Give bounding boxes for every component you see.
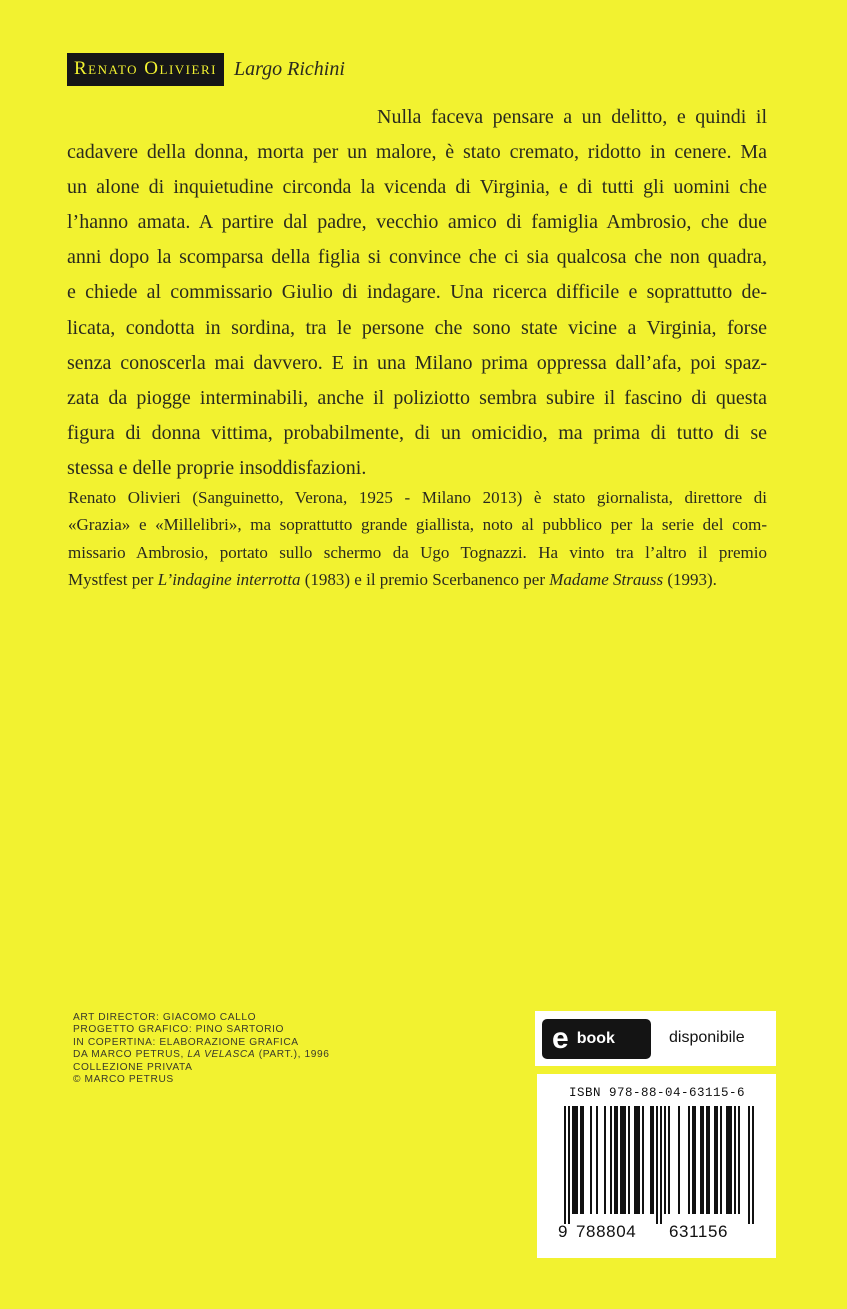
synopsis-line: cadavere della donna, morta per un malore, è stato cremato, ridotto in cenere. Ma bbox=[67, 141, 767, 164]
barcode-bar bbox=[716, 1106, 718, 1214]
barcode-bar bbox=[694, 1106, 696, 1214]
barcode-bar bbox=[678, 1106, 680, 1214]
synopsis-line: zata da piogge interminabili, anche il poliziotto sembra subire il fascino di questa bbox=[67, 386, 767, 409]
barcode-bar bbox=[688, 1106, 690, 1214]
ebook-available-label: disponibile bbox=[669, 1029, 745, 1046]
barcode-bar bbox=[734, 1106, 736, 1214]
barcode-bar bbox=[668, 1106, 670, 1214]
book-title: Largo Richini bbox=[233, 58, 345, 80]
barcode-bar bbox=[610, 1106, 612, 1214]
synopsis-line: senza conoscerla mai davvero. E in una Milano prima oppressa dall’afa, poi spaz- bbox=[67, 351, 767, 374]
synopsis-line: un alone di inquietudine circonda la vicenda di Virginia, e di tutti gli uomini che bbox=[67, 176, 767, 199]
barcode-bar bbox=[628, 1106, 630, 1214]
barcode-bar bbox=[664, 1106, 666, 1214]
barcode-bar bbox=[642, 1106, 644, 1214]
author-bio bbox=[68, 484, 767, 593]
barcode-panel bbox=[537, 1074, 776, 1258]
ebook-label: book bbox=[576, 1030, 615, 1047]
credit-cover: IN COPERTINA: ELABORAZIONE GRAFICA bbox=[73, 1036, 299, 1048]
bio-line: missario Ambrosio, portato sullo schermo da Ugo Tognazzi. Ha vinto tra l’altro il premio bbox=[68, 542, 767, 562]
ebook-badge bbox=[535, 1011, 776, 1066]
barcode-bar bbox=[574, 1106, 576, 1214]
barcode-bar bbox=[752, 1106, 754, 1224]
credit-text: (PART.), 1996 bbox=[255, 1049, 330, 1061]
barcode-bar bbox=[614, 1106, 616, 1214]
barcode-bar bbox=[634, 1106, 636, 1214]
synopsis-line: e chiede al commissario Giulio di indagare. Una ricerca difficile e soprattutto de- bbox=[67, 281, 767, 304]
barcode-bar bbox=[624, 1106, 626, 1214]
barcode-digits-right: 631156 bbox=[669, 1222, 729, 1241]
barcode-bar bbox=[576, 1106, 578, 1214]
barcode-digit-first: 9 bbox=[558, 1222, 569, 1241]
barcode-bar bbox=[564, 1106, 566, 1224]
ebook-logo bbox=[542, 1019, 651, 1059]
synopsis-line: licata, condotta in sordina, tra le persone che sono state vicine a Virginia, forse bbox=[67, 316, 767, 339]
synopsis-line: anni dopo la scomparsa della figlia si convince che ci sia qualcosa che non quadra, bbox=[67, 246, 767, 269]
barcode-bar bbox=[748, 1106, 750, 1224]
barcode-bar bbox=[590, 1106, 592, 1214]
barcode-bar bbox=[596, 1106, 598, 1214]
bio-line: «Grazia» e «Millelibri», ma soprattutto grande giallista, noto al pubblico per la serie del com- bbox=[68, 515, 767, 535]
credit-text: DA MARCO PETRUS, bbox=[73, 1049, 188, 1061]
barcode-bar bbox=[730, 1106, 732, 1214]
barcode-bar bbox=[706, 1106, 708, 1214]
barcode-bar bbox=[572, 1106, 574, 1214]
barcode-bar bbox=[580, 1106, 582, 1214]
barcode-bar bbox=[708, 1106, 710, 1214]
synopsis-line: stessa e delle proprie insoddisfazioni. bbox=[67, 456, 367, 479]
barcode-bar bbox=[660, 1106, 662, 1224]
bio-line bbox=[68, 566, 767, 593]
barcode-bar bbox=[616, 1106, 618, 1214]
barcode-bar bbox=[720, 1106, 722, 1214]
synopsis bbox=[67, 100, 767, 486]
barcode-bar bbox=[638, 1106, 640, 1214]
series-header bbox=[67, 53, 345, 86]
award-book-title: L’indagine interrotta bbox=[157, 569, 301, 589]
barcode-bar bbox=[604, 1106, 606, 1214]
barcode-bar bbox=[738, 1106, 740, 1214]
synopsis-line: figura di donna vittima, probabilmente, di un omicidio, ma prima di tutto di se bbox=[67, 421, 767, 444]
barcode-bar bbox=[582, 1106, 584, 1214]
synopsis-line: l’hanno amata. A partire dal padre, vecchio amico di famiglia Ambrosio, che due bbox=[67, 211, 767, 234]
barcode-bar bbox=[700, 1106, 702, 1214]
credit-collection: COLLEZIONE PRIVATA bbox=[73, 1061, 193, 1073]
credit-copyright: © MARCO PETRUS bbox=[73, 1074, 174, 1086]
isbn-label: ISBN 978-88-04-63115-6 bbox=[569, 1086, 746, 1100]
barcode-icon bbox=[559, 1106, 759, 1226]
credit-cover-artist bbox=[73, 1049, 330, 1061]
barcode-bar bbox=[636, 1106, 638, 1214]
barcode-bar bbox=[622, 1106, 624, 1214]
credit-art-director: ART DIRECTOR: GIACOMO CALLO bbox=[73, 1012, 257, 1023]
barcode-bar bbox=[650, 1106, 652, 1214]
author-name: Renato Olivieri bbox=[67, 53, 224, 86]
barcode-digits-left: 788804 bbox=[576, 1222, 637, 1241]
bio-text: (1993). bbox=[663, 569, 717, 589]
barcode-bar bbox=[692, 1106, 694, 1214]
award-book-title: Madame Strauss bbox=[549, 569, 664, 589]
cover-credits bbox=[73, 1012, 330, 1086]
barcode-bar bbox=[656, 1106, 658, 1224]
barcode-bar bbox=[726, 1106, 728, 1214]
barcode-bar bbox=[620, 1106, 622, 1214]
credit-design: PROGETTO GRAFICO: PINO SARTORIO bbox=[73, 1024, 285, 1036]
barcode-bar bbox=[568, 1106, 570, 1224]
bio-text: Mystfest per bbox=[68, 569, 158, 589]
ebook-e-icon: e bbox=[552, 1022, 569, 1055]
bio-line: Renato Olivieri (Sanguinetto, Verona, 1925 - Milano 2013) è stato giornalista, direttore di bbox=[68, 488, 767, 507]
barcode-bar bbox=[728, 1106, 730, 1214]
barcode-bar bbox=[652, 1106, 654, 1214]
artwork-title: LA VELASCA bbox=[187, 1049, 256, 1061]
barcode-bar bbox=[702, 1106, 704, 1214]
barcode-bar bbox=[714, 1106, 716, 1214]
synopsis-line: Nulla faceva pensare a un delitto, e quindi il bbox=[377, 106, 767, 128]
bio-text: (1983) e il premio Scerbanenco per bbox=[300, 569, 550, 589]
